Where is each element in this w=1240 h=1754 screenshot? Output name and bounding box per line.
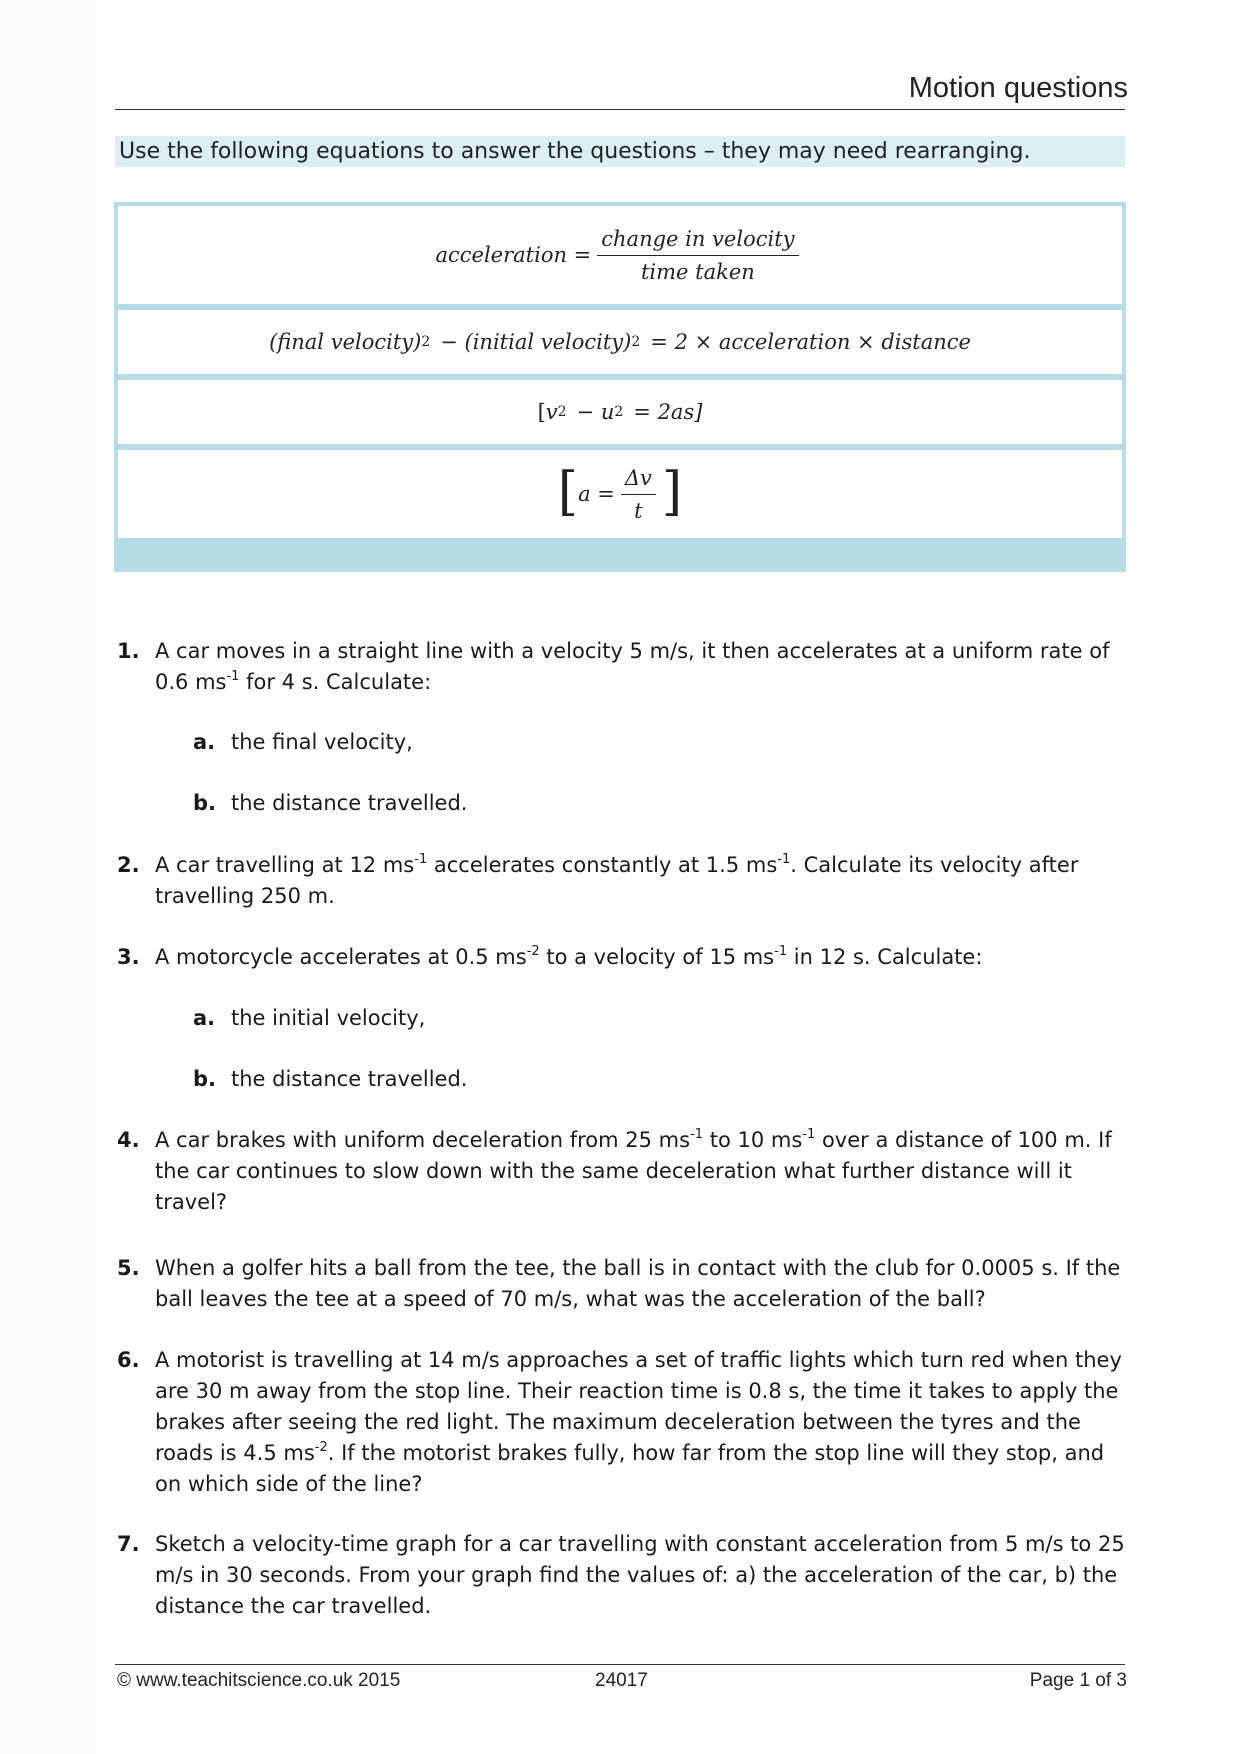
equations-box [114,202,1126,572]
footer-page-number: Page 1 of 3 [1029,1670,1127,1691]
eq4-lhs: a = [578,482,615,506]
question-text [155,942,1127,973]
question-1b [193,788,467,819]
unit-exponent: -1 [414,852,428,867]
footer-code: 24017 [595,1670,648,1691]
eq4-fraction [621,466,656,523]
question-text-part: . Calculate its velocity after travelling 250 m. [155,853,1079,908]
question-text-part: for 4 s. Calculate: [239,670,432,694]
eq1-lhs: acceleration = [435,243,592,267]
question-number: 3. [117,945,140,969]
question-3a [193,1003,425,1034]
eq3-rhs: = 2as] [633,400,703,424]
sub-label: b. [193,1067,217,1091]
unit-exponent: -1 [777,852,791,867]
eq4-denominator: t [634,498,643,523]
eq3-open-bracket: [ [537,400,546,424]
footer-divider [115,1664,1125,1665]
question-text [155,636,1127,698]
sub-label: a. [193,1006,216,1030]
question-text [155,1125,1127,1218]
question-4 [117,1125,1127,1218]
question-text-part: A car brakes with uniform deceleration from 25 ms [155,1128,691,1152]
equation-short-acceleration [118,450,1122,538]
question-5 [117,1253,1127,1315]
question-number: 6. [117,1348,140,1372]
question-number: 5. [117,1256,140,1280]
eq3-v: v [545,400,558,424]
eq2-rhs: = 2 × acceleration × distance [650,330,971,354]
question-text: When a golfer hits a ball from the tee, the ball is in contact with the club for 0.0005 s. If the ball leaves the tee at a speed of 70 m/s, what was the acceleration of the ball? [155,1256,1121,1311]
sub-text: the distance travelled. [231,1067,468,1091]
question-text [155,850,1127,912]
unit-exponent: -2 [314,1440,328,1455]
question-text-part: A car travelling at 12 ms [155,853,415,877]
question-text [155,1345,1127,1500]
unit-exponent: -1 [226,669,240,684]
eq1-fraction [597,227,798,284]
unit-exponent: -1 [802,1127,816,1142]
question-text-part: accelerates constantly at 1.5 ms [427,853,778,877]
page-margin [0,0,96,1754]
eq2-term-a: (final velocity) [269,330,422,354]
question-3 [117,942,1127,973]
sub-text: the initial velocity, [231,1006,426,1030]
question-text-part: A car moves in a straight line with a velocity 5 m/s, it then accelerates at a uniform rate of 0.6 ms [155,639,1110,694]
question-text-part: A motorist is travelling at 14 m/s approaches a set of traffic lights which turn red when they are 30 m away from the stop line. Their reaction time is 0.8 s, the time it takes to apply the brakes after seeing the red light. The maximum deceleration between the tyres and the roads is 4.5 ms [155,1348,1122,1465]
equation-velocity-squared: (final velocity) 2 − (initial velocity) 2 = 2 × acceleration × distance [118,310,1122,374]
question-number: 2. [117,853,140,877]
equation-suvat: [ v 2 − u 2 = 2as] [118,380,1122,444]
eq4-left-bracket: [ [557,462,579,522]
question-text-part: . If the motorist brakes fully, how far from the stop line will they stop, and on which side of the line? [155,1441,1105,1496]
question-text-part: to 10 ms [703,1128,803,1152]
question-text-part: in 12 s. Calculate: [787,945,983,969]
eq4-numerator: Δv [621,466,656,495]
question-number: 1. [117,639,140,663]
question-7 [117,1529,1127,1622]
eq4-right-bracket: ] [661,462,683,522]
unit-exponent: -2 [526,944,540,959]
question-number: 4. [117,1128,140,1152]
unit-exponent: -1 [690,1127,704,1142]
eq2-term-b: − (initial velocity) [440,330,632,354]
question-6 [117,1345,1127,1500]
sub-text: the final velocity, [231,730,413,754]
eq3-u: − u [576,400,615,424]
equation-acceleration [118,206,1122,304]
unit-exponent: -1 [774,944,788,959]
question-text-part: to a velocity of 15 ms [539,945,775,969]
question-text-part: over a distance of 100 m. If the car continues to slow down with the same deceleration what further distance will it travel? [155,1128,1112,1214]
question-3b [193,1064,467,1095]
eq1-numerator: change in velocity [597,227,798,256]
question-text: Sketch a velocity-time graph for a car travelling with constant acceleration from 5 m/s to 25 m/s in 30 seconds. From your graph find the values of: a) the acceleration of the car, b) the distance the car travelled. [155,1532,1125,1618]
question-1a [193,727,413,758]
question-number: 7. [117,1532,140,1556]
footer-copyright: © www.teachitscience.co.uk 2015 [117,1670,401,1691]
page-title: Motion questions [908,72,1128,104]
sub-label: b. [193,791,217,815]
title-divider [115,109,1125,110]
question-1 [117,636,1127,698]
question-text-part: A motorcycle accelerates at 0.5 ms [155,945,527,969]
eq1-denominator: time taken [640,259,755,284]
question-2 [117,850,1127,912]
instruction-banner: Use the following equations to answer the questions – they may need rearranging. [115,136,1125,167]
sub-text: the distance travelled. [231,791,468,815]
sub-label: a. [193,730,216,754]
